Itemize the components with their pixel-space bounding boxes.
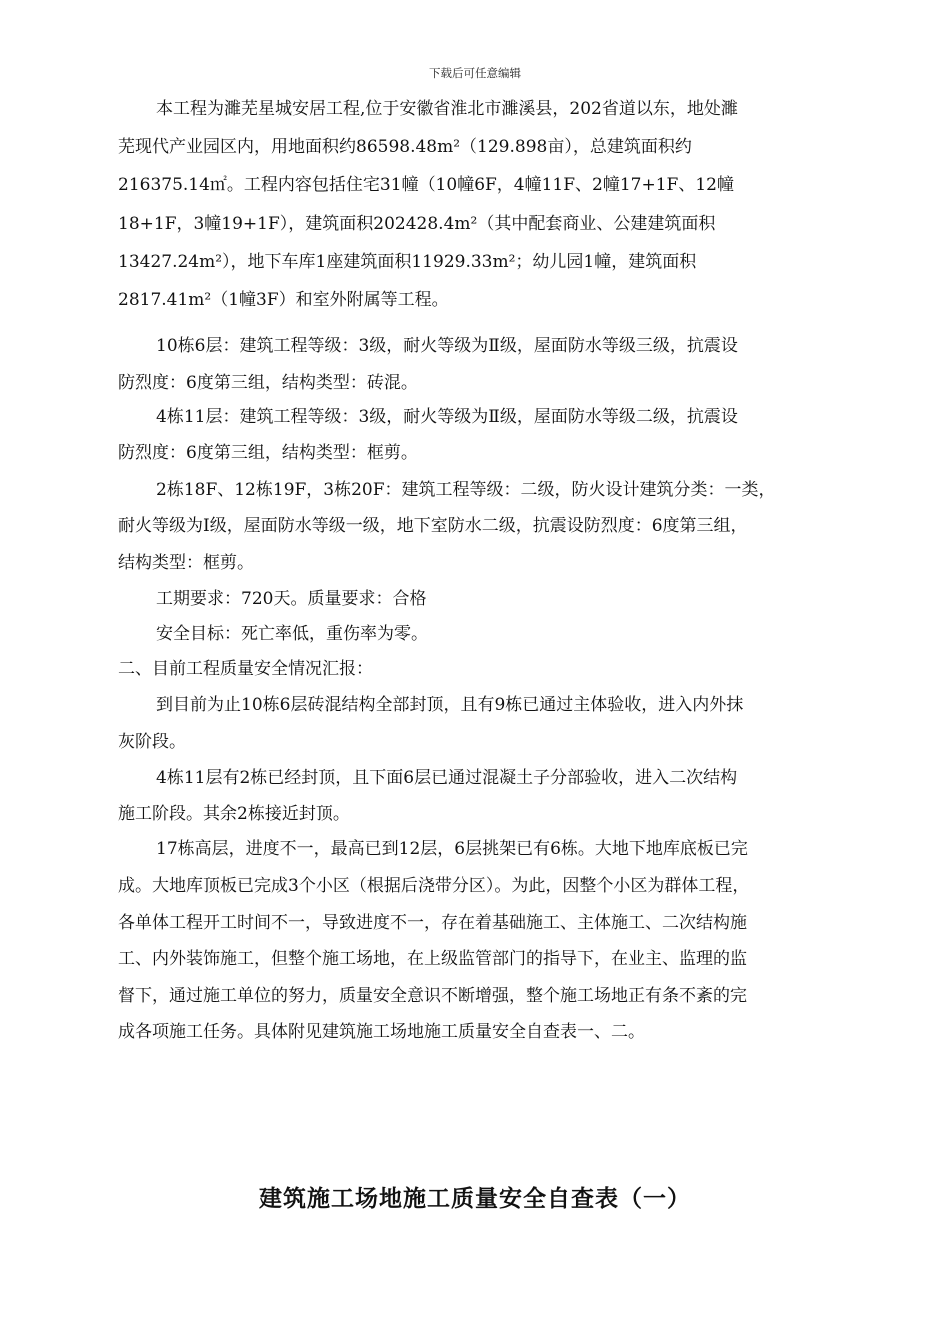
spec-line-2: 防烈度：6度第三组，结构类型：砖混。 (118, 373, 418, 393)
progress-line-4: 施工阶段。其余2栋接近封顶。 (118, 804, 350, 824)
progress-line-8: 工、内外装饰施工，但整个施工场地，在上级监管部门的指导下，在业主、监理的监 (118, 949, 747, 969)
progress-line-3: 4栋11层有2栋已经封顶，且下面6层已通过混凝土子分部验收，进入二次结构 (156, 768, 738, 788)
progress-line-5: 17栋高层，进度不一，最高已到12层，6层挑架已有6栋。大地下地库底板已完 (156, 839, 748, 859)
intro-line-1: 本工程为濉芜星城安居工程,位于安徽省淮北市濉溪县，202省道以东，地处濉 (156, 99, 738, 119)
spec-line-9: 安全目标：死亡率低，重伤率为零。 (156, 624, 428, 644)
spec-line-4: 防烈度：6度第三组，结构类型：框剪。 (118, 443, 418, 463)
spec-line-5: 2栋18F、12栋19F，3栋20F：建筑工程等级：二级，防火设计建筑分类：一类， (156, 480, 776, 500)
progress-line-1: 到目前为止10栋6层砖混结构全部封顶，且有9栋已通过主体验收，进入内外抹 (156, 695, 744, 715)
intro-line-3: 216375.14㎡。工程内容包括住宅31幢（10幢6F，4幢11F、2幢17+1F、12幢 (118, 175, 734, 195)
intro-line-5: 13427.24m²），地下车库1座建筑面积11929.33m²；幼儿园1幢，建筑面积 (118, 252, 697, 272)
spec-line-1: 10栋6层：建筑工程等级：3级，耐火等级为Ⅱ级，屋面防水等级三级，抗震设 (156, 336, 738, 356)
spec-line-8: 工期要求：720天。质量要求：合格 (156, 589, 427, 609)
spec-line-6: 耐火等级为Ⅰ级，屋面防水等级一级，地下室防水二级，抗震设防烈度：6度第三组， (118, 516, 748, 536)
spec-line-3: 4栋11层：建筑工程等级：3级，耐火等级为Ⅱ级，屋面防水等级二级，抗震设 (156, 407, 738, 427)
spec-line-7: 结构类型：框剪。 (118, 553, 254, 573)
progress-line-10: 成各项施工任务。具体附见建筑施工场地施工质量安全自查表一、二。 (118, 1022, 645, 1042)
intro-line-6: 2817.41m²（1幢3F）和室外附属等工程。 (118, 290, 449, 310)
progress-line-2: 灰阶段。 (118, 732, 186, 752)
intro-line-4: 18+1F，3幢19+1F），建筑面积202428.4m²（其中配套商业、公建建筑面积 (118, 214, 716, 234)
header-note: 下载后可任意编辑 (429, 66, 521, 80)
table-title: 建筑施工场地施工质量安全自查表（一） (259, 1186, 691, 1212)
section-heading: 二、目前工程质量安全情况汇报： (118, 659, 373, 679)
progress-line-7: 各单体工程开工时间不一，导致进度不一，存在着基础施工、主体施工、二次结构施 (118, 913, 747, 933)
progress-line-9: 督下，通过施工单位的努力，质量安全意识不断增强，整个施工场地正有条不紊的完 (118, 986, 747, 1006)
intro-line-2: 芜现代产业园区内，用地面积约86598.48m²（129.898亩），总建筑面积约 (118, 137, 692, 157)
progress-line-6: 成。大地库顶板已完成3个小区（根据后浇带分区）。为此，因整个小区为群体工程， (118, 876, 750, 896)
